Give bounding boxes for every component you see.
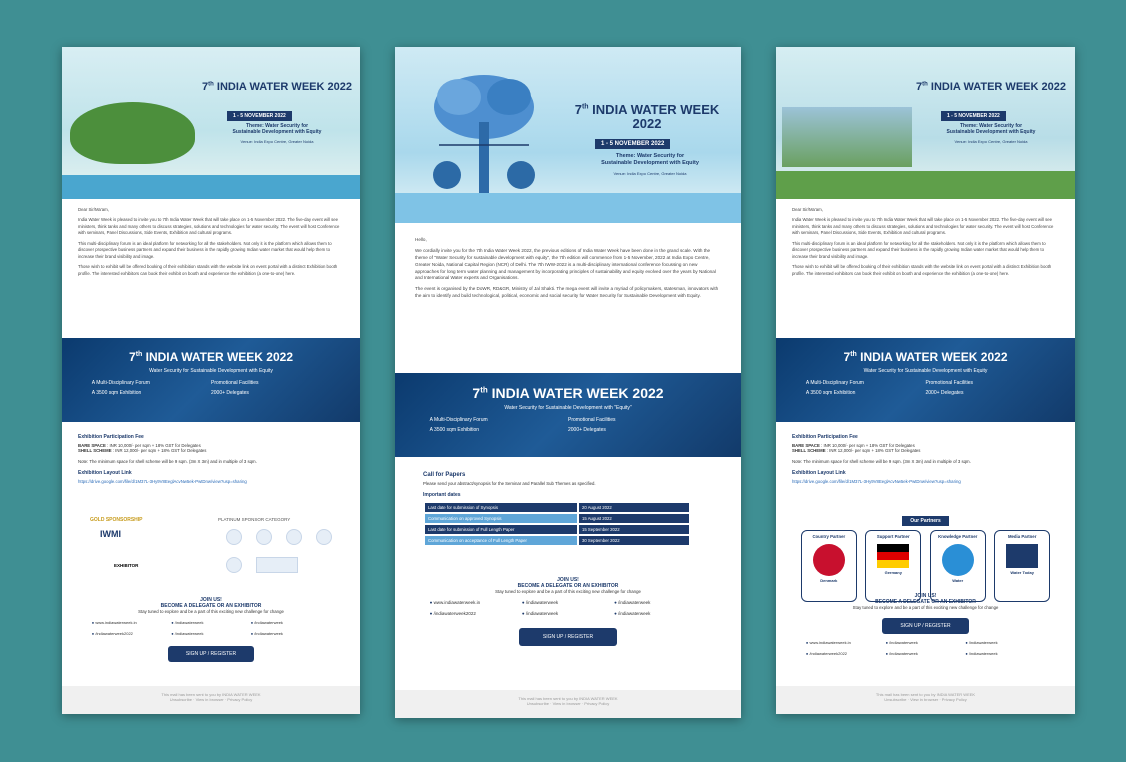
sponsor-logo: [226, 529, 242, 545]
facebook-link[interactable]: ● /indiawaterweek: [886, 640, 966, 645]
banner-subtitle: Water Security for Sustainable Development with Equity: [863, 368, 988, 374]
partner-card: Media Partner Water Today: [994, 530, 1050, 602]
join-section: JOIN US! BECOME A DELEGATE OR AN EXHIBITOR Stay tuned to explore and be a part of this exciting new challenge for change ● www.indiawaterweek.in ● /indiawaterweek ● /indiawaterweek ● /indiawaterweek2022 ● /indiawaterweek ● /indiawaterweek SIGN UP / REGISTER: [395, 577, 741, 646]
note-text: Note: The minimum space for shell scheme will be 9 sqm. (3m X 3m) and in multiple of 3 sqm.: [78, 459, 257, 464]
water-illustration: [62, 175, 360, 199]
newsletter-card-left: [62, 47, 360, 714]
event-banner: [395, 373, 741, 457]
banner-subtitle: Water Security for Sustainable Development with "Equity": [504, 405, 632, 411]
join-section: JOIN US! BECOME A DELEGATE OR AN EXHIBITOR Stay tuned to explore and be a part of this exciting new challenge for change ● www.indiawaterweek.in ● /indiawaterweek ● /indiawaterweek ● /indiawaterweek2022 ● /indiawaterweek ● /indiawaterweek SIGN UP / REGISTER: [62, 597, 360, 662]
water-illustration: [395, 193, 741, 223]
signup-button[interactable]: SIGN UP / REGISTER: [168, 646, 254, 662]
banner-features: [806, 380, 1045, 396]
partner-card: Country Partner Denmark: [801, 530, 857, 602]
networking-paragraph: This multi-disciplinary forum is an ideal platform for networking for all the stakeholders. Not only it is the platform which allows them to discover prospective business partners and expand their business in the rapidly growing Indian water market that would help them to increase their brand visibility and image.: [792, 240, 1046, 259]
twitter-link[interactable]: ● /indiawaterweek: [614, 600, 706, 605]
footer: This mail has been sent to you by INDIA WATER WEEK Unsubscribe · View in browser · Privacy Policy: [776, 686, 1075, 714]
website-link[interactable]: ● www.indiawaterweek.in: [806, 640, 886, 645]
signup-button[interactable]: SIGN UP / REGISTER: [882, 618, 968, 634]
linkedin-link[interactable]: ● /indiawaterweek: [965, 651, 1045, 656]
date-badge: 1 - 5 NOVEMBER 2022: [595, 139, 670, 149]
hero-theme: Theme: Water Security for Sustainable Development with Equity: [601, 153, 699, 166]
greeting: Hello,: [415, 237, 427, 242]
event-banner: [776, 338, 1075, 422]
sponsor-logo: [226, 557, 242, 573]
hero-section: [776, 47, 1075, 199]
hero-section: [395, 47, 741, 223]
banner-features: [92, 380, 330, 396]
partners-section: Our Partners Country Partner Denmark Support Partner Germany Knowledge Partner Water Media Partner Water Today: [796, 509, 1055, 602]
feature-item: Promotional Facilities: [210, 380, 259, 386]
instagram-link[interactable]: ● /indiawaterweek2022: [430, 611, 522, 616]
linkedin-link[interactable]: ● /indiawaterweek: [614, 611, 706, 616]
date-badge: 1 - 5 NOVEMBER 2022: [941, 111, 1006, 121]
feature-item: Promotional Facilities: [567, 417, 616, 423]
sponsor-logo: [316, 529, 332, 545]
instagram-link[interactable]: ● /indiawaterweek2022: [92, 631, 171, 636]
feature-item: A 3500 sqm Exhibition: [429, 427, 480, 433]
intro-paragraph: India Water Week is pleased to invite you to 7th India Water Week that will take place on 1-5 November 2022. The five-day event will see ministers, think tanks and many others to discuss strategies, solutions and technologies for water security. The event will host Conference with seminars, Panel Discussions, Side Events, Exhibition and cultural programs.: [78, 217, 340, 236]
hero-venue: Venue: India Expo Centre, Greater Noida: [613, 171, 687, 176]
networking-paragraph: This multi-disciplinary forum is an ideal platform for networking for all the stakeholders. Not only it is the platform which allows them to discover prospective business partners and expand their business in the rapidly growing Indian water market that would help them to increase their brand visibility and image.: [78, 240, 332, 259]
email-body: [395, 223, 741, 312]
sponsor-logo: [256, 529, 272, 545]
layout-link[interactable]: https://drive.google.com/file/d/1M37L-3Hy9V8EeglAcvNw5ek-PwtDnw/view?usp=sharing: [792, 479, 961, 484]
call-for-papers-section: Call for Papers Please send your abstract/synopsis for the Seminar and Parallel Sub Themes as specified. Important dates Last date for submission of Synopsis 20 August 2022 Communication on approved Synopsis 15 August 2022 Last date for submission of Full Length Paper 15 September 2022 Communication on acceptance of Full Length Paper 30 September 2022: [423, 469, 691, 547]
social-links: [806, 640, 1045, 656]
feature-item: 2000+ Delegates: [567, 427, 606, 433]
event-banner: [62, 338, 360, 422]
social-links: [430, 600, 707, 616]
website-link[interactable]: ● www.indiawaterweek.in: [92, 620, 171, 625]
feature-item: A Multi-Disciplinary Forum: [805, 380, 864, 386]
intro-paragraph: India Water Week is pleased to invite you to 7th India Water Week that will take place on 1-5 November 2022. The five-day event will see ministers, think tanks and many others to discuss strategies, solutions and technologies for water security. The event will host Conference with seminars, Panel Discussions, Side Events, Exhibition and cultural programs.: [792, 217, 1054, 236]
organiser-paragraph: The event is organised by the DoWR, RD&GR, Ministry of Jal Shakti. The mega event will invite a myriad of policymakers, statesman, innovators with the aim to identify and build technological, political, economic and social security for Water Security for Sustainable Development with Equity.: [415, 286, 719, 299]
newsletter-card-right: [776, 47, 1075, 714]
social-links: [92, 620, 330, 636]
partner-card: Knowledge Partner Water: [930, 530, 986, 602]
newsletter-card-center: [395, 47, 741, 718]
facebook-link[interactable]: ● /indiawaterweek: [171, 620, 250, 625]
table-row: Last date for submission of Synopsis 20 August 2022: [425, 503, 689, 512]
feature-item: A 3500 sqm Exhibition: [805, 390, 856, 396]
join-section: JOIN US! BECOME A DELEGATE OR AN EXHIBITOR Stay tuned to explore and be a part of this exciting new challenge for change SIGN UP / REGISTER ● www.indiawaterweek.in ● /indiawaterweek ● /indiawaterweek ● /indiawaterweek2022 ● /indiawaterweek ● /indiawaterweek: [776, 593, 1075, 656]
feature-item: 2000+ Delegates: [925, 390, 964, 396]
partner-card: Support Partner Germany: [865, 530, 921, 602]
greeting: Dear Sir/Ma'am,: [78, 207, 109, 212]
signup-button[interactable]: SIGN UP / REGISTER: [519, 628, 617, 646]
website-link[interactable]: ● www.indiawaterweek.in: [430, 600, 522, 605]
feature-item: Promotional Facilities: [925, 380, 974, 386]
sponsor-logo: [256, 557, 298, 573]
youtube-link[interactable]: ● /indiawaterweek: [522, 611, 614, 616]
youtube-link[interactable]: ● /indiawaterweek: [171, 631, 250, 636]
email-body: [776, 199, 1075, 289]
instagram-link[interactable]: ● /indiawaterweek2022: [806, 651, 886, 656]
twitter-link[interactable]: ● /indiawaterweek: [965, 640, 1045, 645]
exhibit-paragraph: Those wish to exhibit will be offered booking of their exhibition stands with the website link on event portal with a distinct Exhibition booth profile. The interested exhibitors can book their exhibit on booth and experience the exhibition (a one-to-one) here.: [78, 264, 338, 276]
linkedin-link[interactable]: ● /indiawaterweek: [251, 631, 330, 636]
feature-item: 2000+ Delegates: [210, 390, 249, 396]
feature-item: A Multi-Disciplinary Forum: [429, 417, 488, 423]
grass-illustration: [776, 171, 1075, 199]
island-illustration: [70, 102, 195, 164]
hero-venue: Venue: India Expo Centre, Greater Noida: [240, 139, 314, 144]
layout-link[interactable]: https://drive.google.com/file/d/1M37L-3Hy9V8EeglAcvNw5ek-PwtDnw/view?usp=sharing: [78, 479, 247, 484]
city-illustration: [782, 107, 912, 167]
hero-title: 7th INDIA WATER WEEK 2022: [916, 81, 1066, 93]
exhibit-paragraph: Those wish to exhibit will be offered booking of their exhibition stands with the website link on event portal with a distinct Exhibition booth profile. The interested exhibitors can book their exhibit on booth and experience the exhibition (a one-to-one) here.: [792, 264, 1052, 276]
date-badge: 1 - 5 NOVEMBER 2022: [227, 111, 292, 121]
twitter-link[interactable]: ● /indiawaterweek: [251, 620, 330, 625]
banner-title: 7th INDIA WATER WEEK 2022: [843, 350, 1008, 364]
hero-section: [62, 47, 360, 199]
fee-section: Exhibition Participation Fee BARE SPACE : INR 10,000/- per sqm + 18% GST for Delegates SHELL SCHEME : INR 12,000/- per sqm + 18% GST for Delegates Note: The minimum space for shell scheme will be 9 sqm. (3m X 3m) and in multiple of 3 sqm. Exhibition Layout Link https://drive.google.com/file/d/1M37L-3Hy9V8EeglAcvNw5ek-PwtDnw/view?usp=sharing: [78, 431, 344, 484]
sponsor-logo: [286, 529, 302, 545]
table-row: Communication on approved Synopsis 15 August 2022: [425, 514, 689, 523]
facebook-link[interactable]: ● /indiawaterweek: [522, 600, 614, 605]
banner-subtitle: Water Security for Sustainable Development with Equity: [149, 368, 273, 374]
banner-features: [430, 417, 707, 433]
feature-item: A 3500 sqm Exhibition: [91, 390, 142, 396]
table-row: Last date for submission of Full Length Paper 15 September 2022: [425, 525, 689, 534]
footer: This mail has been sent to you by INDIA WATER WEEK Unsubscribe · View in browser · Privacy Policy: [395, 690, 741, 718]
hero-theme: Theme: Water Security for Sustainable Development with Equity: [946, 123, 1036, 136]
sponsors-section: GOLD SPONSORSHIP IWMI EXHIBITOR PLATINUM SPONSOR CATEGORY: [78, 515, 344, 585]
table-row: Communication on acceptance of Full Length Paper 30 September 2022: [425, 536, 689, 545]
hero-title: 7th INDIA WATER WEEK 2022: [574, 102, 720, 132]
banner-title: 7th INDIA WATER WEEK 2022: [129, 350, 293, 364]
invite-paragraph: We cordially invite you for the 7th India Water Week 2022, the previous editions of India Water Week have been done in the grand scale. With the theme of "Water Security for sustainable development with equity", the 7th edition will commence from 1-5 November, 2022 at India Expo Centre, Greater Noida, National Capital Region (NCR) of Delhi. The 7th IWW-2022 is a multi-disciplinary international conference focussing on new approaches for long term water planning and management by incorporating principles of sustainability and equity evolved over the years by National and International Water experts and Organisations.: [415, 247, 716, 281]
email-body: [62, 199, 360, 289]
hero-theme: Theme: Water Security for Sustainable Development with Equity: [232, 123, 322, 136]
greeting: Dear Sir/Ma'am,: [792, 207, 823, 212]
dates-table: [423, 501, 691, 547]
note-text: Note: The minimum space for shell scheme will be 9 sqm. (3m X 3m) and in multiple of 3 sqm.: [792, 459, 971, 464]
hero-venue: Venue: India Expo Centre, Greater Noida: [954, 139, 1028, 144]
footer: This mail has been sent to you by INDIA WATER WEEK Unsubscribe · View in browser · Privacy Policy: [62, 686, 360, 714]
fee-section: Exhibition Participation Fee BARE SPACE : INR 10,000/- per sqm + 18% GST for Delegates SHELL SCHEME : INR 12,000/- per sqm + 18% GST for Delegates Note: The minimum space for shell scheme will be 9 sqm. (3m X 3m) and in multiple of 3 sqm. Exhibition Layout Link https://drive.google.com/file/d/1M37L-3Hy9V8EeglAcvNw5ek-PwtDnw/view?usp=sharing: [792, 431, 1059, 484]
iwmi-logo: IWMI: [100, 529, 121, 539]
banner-title: 7th INDIA WATER WEEK 2022: [472, 385, 664, 401]
hero-title: 7th INDIA WATER WEEK 2022: [202, 81, 352, 93]
youtube-link[interactable]: ● /indiawaterweek: [886, 651, 966, 656]
feature-item: A Multi-Disciplinary Forum: [91, 380, 150, 386]
